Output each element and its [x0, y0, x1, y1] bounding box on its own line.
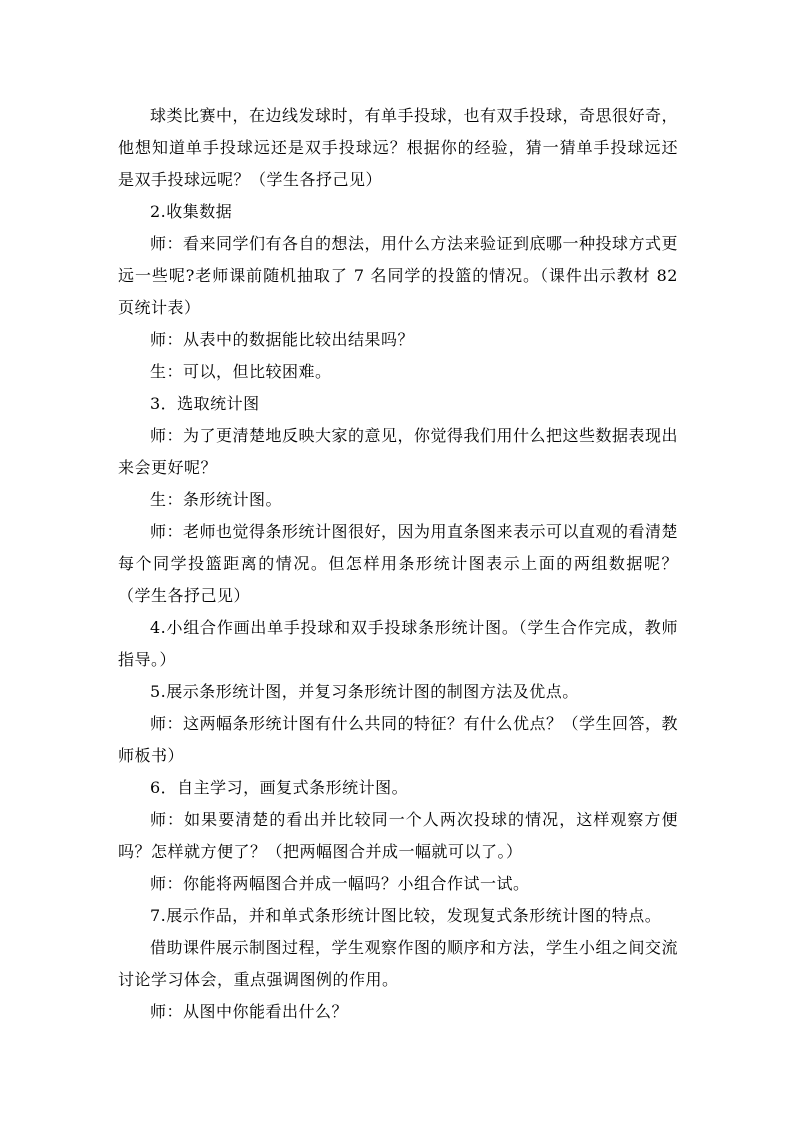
paragraph-courseware: 借助课件展示制图过程，学生观察作图的顺序和方法，学生小组之间交流讨论学习体会，重点强调图例的作用。	[118, 938, 679, 989]
paragraph-teacher-observe: 师：从图中你能看出什么？	[150, 1002, 349, 1021]
paragraph-teacher-bar-chart: 师：老师也觉得条形统计图很好，因为用直条图来表示可以直观的看清楚每个同学投篮距离的情况。但怎样用条形统计图表示上面的两组数据呢？（学生各抒己见）	[118, 522, 679, 605]
paragraph-show-chart: 5.展示条形统计图，并复习条形统计图的制图方法及优点。	[150, 682, 579, 701]
paragraph-group-work: 4.小组合作画出单手投球和双手投球条形统计图。（学生合作完成，教师指导。）	[118, 618, 678, 669]
heading-self-study: 6．自主学习，画复式条形统计图。	[150, 778, 409, 797]
paragraph-show-work: 7.展示作品，并和单式条形统计图比较，发现复式条形统计图的特点。	[150, 906, 662, 925]
paragraph-teacher-verify: 师：看来同学们有各自的想法，用什么方法来验证到底哪一种投球方式更远一些呢?老师课前随机抽取了 7 名同学的投篮的情况。（课件出示教材 82 页统计表）	[118, 234, 679, 317]
paragraph-student-answer: 生：可以，但比较困难。	[150, 362, 332, 381]
paragraph-teacher-merge: 师：你能将两幅图合并成一幅吗？小组合作试一试。	[150, 874, 530, 893]
heading-choose-chart: 3．选取统计图	[150, 394, 260, 413]
paragraph-intro: 球类比赛中，在边线发球时，有单手投球，也有双手投球，奇思很好奇，他想知道单手投球远还是双手投球远？根据你的经验，猜一猜单手投球远还是双手投球远呢？（学生各抒己见）	[118, 106, 679, 189]
paragraph-teacher-features: 师：这两幅条形统计图有什么共同的特征？有什么优点？（学生回答，教师板书）	[118, 714, 679, 765]
heading-collect-data: 2.收集数据	[150, 202, 233, 221]
paragraph-teacher-chart-question: 师：为了更清楚地反映大家的意见，你觉得我们用什么把这些数据表现出来会更好呢？	[118, 426, 679, 477]
document-body	[118, 100, 678, 1028]
paragraph-student-bar-chart: 生：条形统计图。	[150, 490, 283, 509]
paragraph-teacher-compare: 师：如果要清楚的看出并比较同一个人两次投球的情况，这样观察方便吗？怎样就方便了？（把两幅图合并成一幅就可以了。）	[118, 810, 678, 861]
paragraph-teacher-question: 师：从表中的数据能比较出结果吗？	[150, 330, 415, 349]
